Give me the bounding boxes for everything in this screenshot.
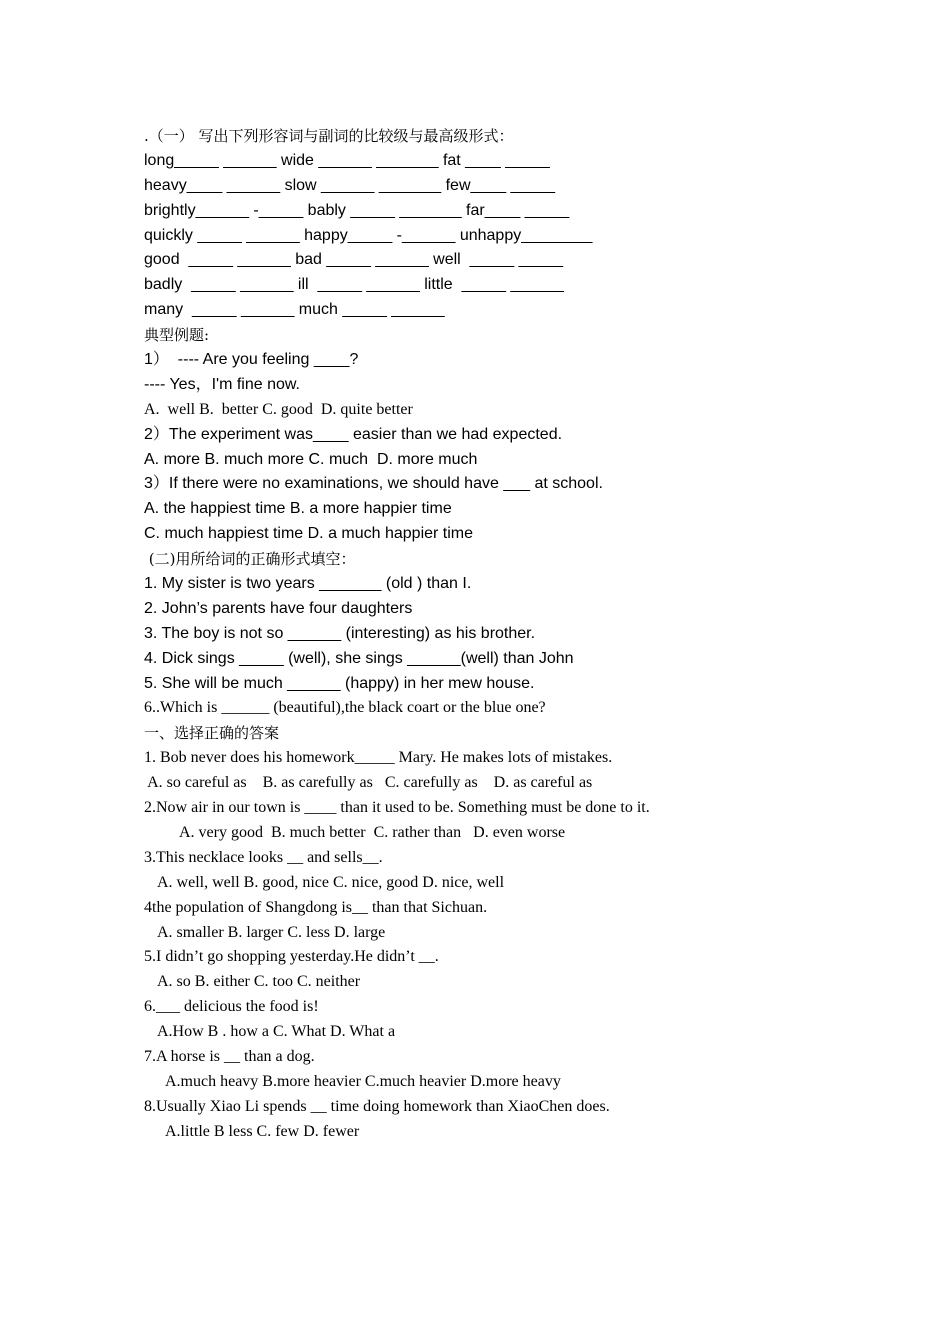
worksheet-line: 3. The boy is not so ______ (interesting) as his brother.: [144, 624, 536, 642]
worksheet-line: brightly______ -_____ bably _____ _______ far____ _____: [144, 201, 570, 219]
worksheet-line: 1） ---- Are you feeling ____?: [144, 351, 359, 369]
worksheet-line: C. much happiest time D. a much happier time: [144, 525, 474, 543]
worksheet-line: 2）The experiment was____ easier than we had expected.: [144, 425, 563, 443]
worksheet-line: A. the happiest time B. a more happier time: [144, 500, 452, 518]
worksheet-line: A.much heavy B.more heavier C.much heavier D.more heavy: [165, 1072, 561, 1090]
worksheet-line: A. so B. either C. too C. neither: [157, 973, 361, 991]
worksheet-line: 2.Now air in our town is ____ than it used to be. Something must be done to it.: [144, 799, 650, 817]
worksheet-line: .（一） 写出下列形容词与副词的比较级与最高级形式：: [144, 127, 514, 145]
worksheet-line: 5.I didn’t go shopping yesterday.He didn’t __.: [144, 948, 439, 966]
worksheet-line: quickly _____ ______ happy_____ -______ unhappy________: [144, 226, 593, 244]
worksheet-line: 6.___ delicious the food is!: [144, 998, 319, 1016]
worksheet-line: 7.A horse is __ than a dog.: [144, 1047, 315, 1065]
worksheet-page: [144, 124, 844, 1145]
worksheet-line: good _____ ______ bad _____ ______ well _____ _____: [144, 251, 564, 269]
worksheet-line: 3）If there were no examinations, we should have ___ at school.: [144, 475, 603, 493]
worksheet-line: many _____ ______ much _____ ______: [144, 301, 445, 319]
worksheet-line: 4the population of Shangdong is__ than that Sichuan.: [144, 898, 488, 916]
worksheet-line: (二)用所给词的正确形式填空：: [144, 550, 356, 569]
worksheet-line: 6..Which is ______ (beautiful),the black coart or the blue one?: [144, 699, 546, 717]
worksheet-line: 5. She will be much ______ (happy) in her mew house.: [144, 674, 535, 692]
worksheet-line: A.little B less C. few D. fewer: [165, 1122, 360, 1140]
worksheet-line: 一、选择正确的答案: [144, 724, 280, 743]
worksheet-line: 8.Usually Xiao Li spends __ time doing homework than XiaoChen does.: [144, 1097, 610, 1115]
worksheet-line: 2. John’s parents have four daughters: [144, 599, 413, 617]
worksheet-line: A. more B. much more C. much D. more much: [144, 450, 478, 468]
worksheet-line: A. so careful as B. as carefully as C. carefully as D. as careful as: [144, 774, 593, 792]
worksheet-line: 1. My sister is two years _______ (old ) than I.: [144, 575, 472, 593]
worksheet-line: heavy____ ______ slow ______ _______ few____ _____: [144, 176, 556, 194]
worksheet-line: 1. Bob never does his homework_____ Mary. He makes lots of mistakes.: [144, 749, 613, 767]
worksheet-line: A. very good B. much better C. rather than D. even worse: [179, 823, 566, 841]
worksheet-line: 典型例题:: [144, 326, 210, 345]
worksheet-line: A. smaller B. larger C. less D. large: [157, 923, 386, 941]
worksheet-line: ---- Yes，I'm fine now.: [144, 375, 301, 393]
worksheet-line: long_____ ______ wide ______ _______ fat ____ _____: [144, 151, 550, 169]
worksheet-line: A.How B . how a C. What D. What a: [157, 1023, 396, 1041]
worksheet-line: badly _____ ______ ill _____ ______ little _____ ______: [144, 276, 564, 294]
worksheet-line: 3.This necklace looks __ and sells__.: [144, 848, 383, 866]
worksheet-line: 4. Dick sings _____ (well), she sings ______(well) than John: [144, 649, 574, 667]
worksheet-line: A. well B. better C. good D. quite better: [144, 400, 413, 418]
worksheet-line: A. well, well B. good, nice C. nice, good D. nice, well: [157, 873, 505, 891]
